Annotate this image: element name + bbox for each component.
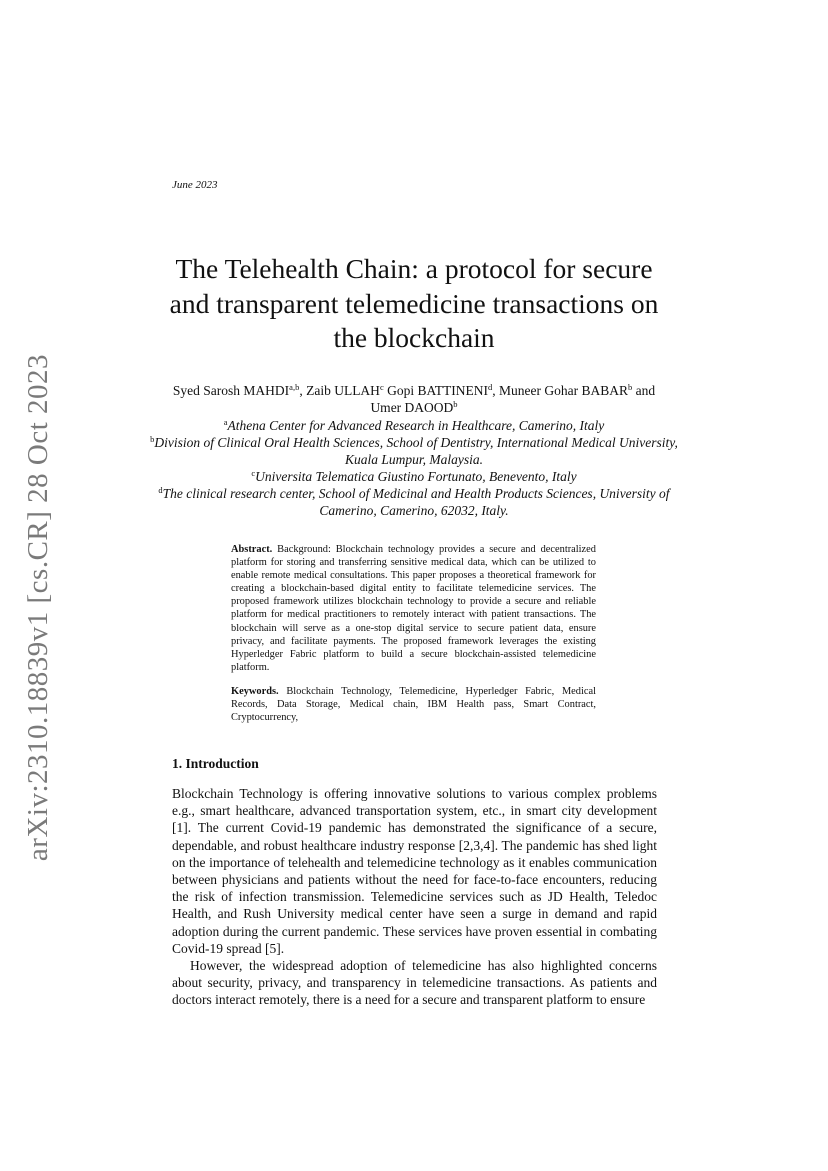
author-affil-mark: d <box>487 382 493 392</box>
body-paragraph: However, the widespread adoption of telemedicine has also highlighted concerns about security, privacy, and transparency in telemedicine transactions. As patients and doctors interact remotely, there is a need for a secure and transparent platform to ensure <box>172 958 657 1008</box>
affiliation-text: Division of Clinical Oral Health Sciences, School of Dentistry, International Medical University, Kuala Lumpur, Malaysia. <box>154 435 678 467</box>
affiliation-item <box>150 434 678 468</box>
author-name: Gopi BATTINENI <box>387 383 488 398</box>
author-affil-mark: b <box>627 382 633 392</box>
arxiv-identifier-stamp <box>14 353 64 862</box>
author-separator: , <box>492 383 499 398</box>
publication-date: June 2023 <box>172 179 218 191</box>
author-name: Muneer Gohar BABAR <box>498 383 628 398</box>
author-separator: and <box>632 383 656 398</box>
keywords-text: Blockchain Technology, Telemedicine, Hyperledger Fabric, Medical Records, Data Storage, Medical chain, IBM Health pass, Smart Contract, Cryptocurrency, <box>231 686 596 724</box>
abstract-block <box>231 543 596 674</box>
keywords-label: Keywords. <box>231 686 279 697</box>
author-name: Syed Sarosh MAHDI <box>172 383 290 398</box>
body-paragraph: Blockchain Technology is offering innovative solutions to various complex problems e.g., smart healthcare, advanced transportation system, etc., in smart city development [1]. The current Covid-19 pandemic has demonstrated the significance of a secure, dependable, and robust healthcare industry response [2,3,4]. The pandemic has shed light on the importance of telehealth and telemedicine technology as it enables communication between physicians and patients without the need for face-to-face encounters, reducing the risk of infection transmission. Telemedicine services such as JD Health, Teledoc Health, and Rush University medical center have seen a surge in demand and rapid adoption during the current pandemic. These services have proven essential in combating Covid-19 spread [5]. <box>172 786 657 956</box>
affiliation-mark: a <box>223 417 228 427</box>
author-list <box>160 382 668 416</box>
keywords-block <box>231 685 596 724</box>
affiliation-mark: b <box>150 434 155 444</box>
author-affil-mark: b <box>453 399 458 409</box>
affiliation-item <box>150 417 678 434</box>
affiliation-list <box>150 417 678 519</box>
section-heading-introduction: 1. Introduction <box>172 756 259 771</box>
affiliation-text: The clinical research center, School of Medicinal and Health Products Sciences, University of Camerino, Camerino, 62032, Italy. <box>162 486 670 518</box>
abstract-label: Abstract. <box>231 544 273 555</box>
author-separator: , <box>299 383 307 398</box>
affiliation-text: Athena Center for Advanced Research in Healthcare, Camerino, Italy <box>227 418 605 433</box>
author-affil-mark: a,b <box>289 382 300 392</box>
affiliation-text: Universita Telematica Giustino Fortunato, Benevento, Italy <box>255 469 577 484</box>
abstract-text: Background: Blockchain technology provides a secure and decentralized platform for storing and transferring sensitive medical data, which can be utilized to enable remote medical consultations. This paper proposes a theoretical framework for creating a blockchain-based digital entity to facilitate telemedicine services. The proposed framework utilizes blockchain technology to provide a secure and reliable platform for medical practitioners to remotely interact with patient transactions. The blockchain will serve as a one-stop digital service to secure patient data, ensure privacy, and facilitate payments. The proposed framework leverages the existing Hyperledger Fabric platform to build a secure blockchain-assisted telemedicine platform. <box>231 544 596 673</box>
author-name: Umer DAOOD <box>370 400 454 415</box>
affiliation-item <box>150 485 678 519</box>
arxiv-identifier-text: arXiv:2310.18839v1 [cs.CR] 28 Oct 2023 <box>22 353 55 862</box>
author-name: Zaib ULLAH <box>306 383 380 398</box>
author-affil-mark: c <box>379 382 384 392</box>
affiliation-mark: d <box>158 485 163 495</box>
introduction-body <box>172 785 657 1009</box>
affiliation-mark: c <box>251 468 256 478</box>
paper-title: The Telehealth Chain: a protocol for secure and transparent telemedicine transactions on the blockchain <box>169 253 659 353</box>
affiliation-item <box>150 468 678 485</box>
